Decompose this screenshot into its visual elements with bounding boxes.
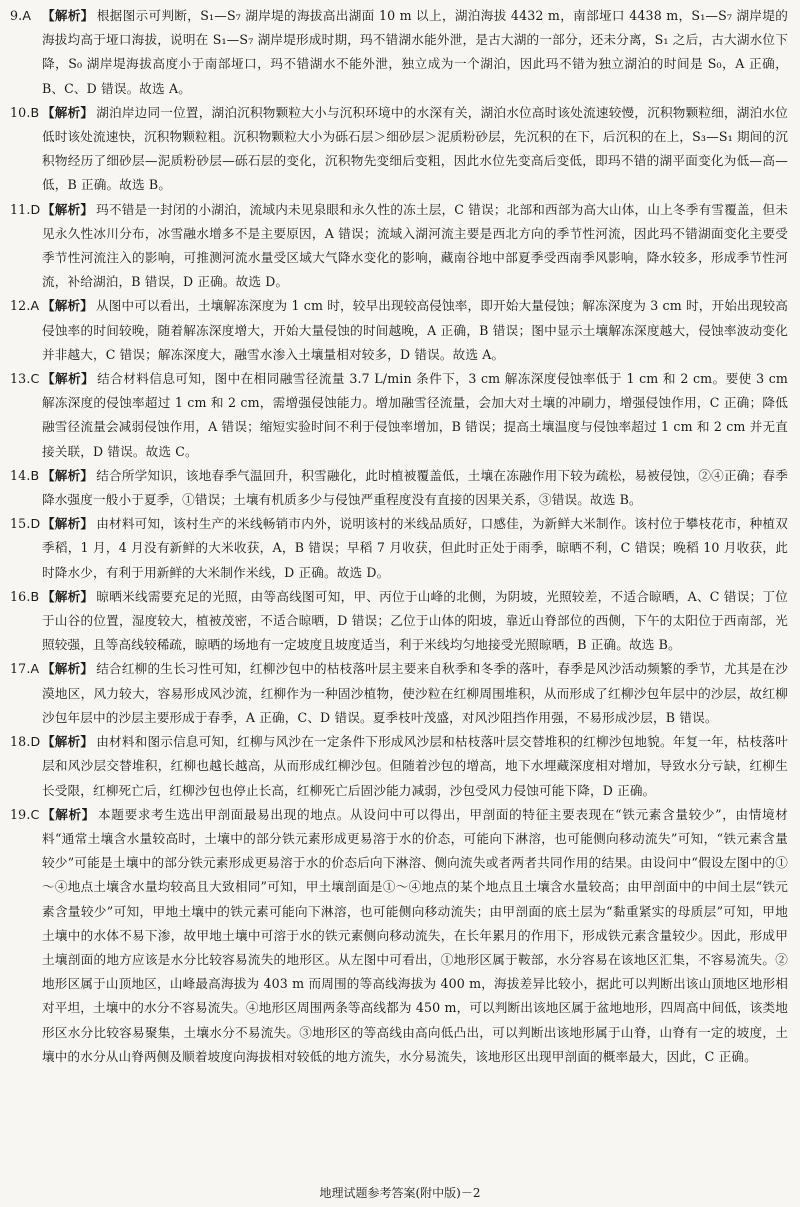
analysis-text: 湖泊岸边同一位置，湖泊沉积物颗粒大小与沉积环境中的水深有关，湖泊水位高时该处流速较慢，沉积物颗粒细，湖泊水位低时该处流速快，沉积物颗粒粗。沉积物颗粒大小为砾石层＞细砂层＞泥质粉砂层，先沉积的在下，后沉积的在上，S₃—S₁ 期间的沉积物经历了细砂层—泥质粉砂层—砾石层的变化，沉积物先变细后变粗，因此水位先变高后变低，即玛不错的湖平面变化为低—高—低，B 正确。故选 B。 (42, 104, 788, 193)
answer-choice: C (30, 806, 40, 822)
analysis-text: 结合材料信息可知，图中在相同融雪径流量 3.7 L/min 条件下，3 cm 解冻深度侵蚀率低于 1 cm 和 2 cm。要使 3 cm 解冻深度的侵蚀率超过 1 cm 和 2 cm，需增强侵蚀能力。增加融雪径流量，会加大对土壤的冲刷力，增强侵蚀作用，C 正确；降低融雪径流量会减弱侵蚀作用，A 错误；缩短实验时间不利于侵蚀率增加，B 错误；提高土壤温度与侵蚀率超过 1 cm 和 2 cm 并无直接关联，D 错误。故选 C。 (42, 371, 789, 459)
analysis-text: 从图中可以看出，土壤解冻深度为 1 cm 时，较早出现较高侵蚀率，即开始大量侵蚀；解冻深度为 3 cm 时，开始出现较高侵蚀率的时间较晚，随着解冻深度增大，开始大量侵蚀的时间越晚，A 正确，B 错误；图中显示土壤解冻深度越大，侵蚀率波动变化并非越大，C 错误；解冻深度大，融雪水渗入土壤量相对较多，D 错误。故选 A。 (42, 298, 788, 362)
analysis-text: 玛不错是一封闭的小湖泊，流域内未见泉眼和永久性的冻土层，C 错误；北部和西部为高大山体，山上冬季有雪覆盖，但未见永久性冰川分布，冰雪融水增多不是主要原因，A 错误；流域入湖河流主要是西北方向的季节性河流，因此玛不错湖面变化主要受季节性河流注入的影响，可推测河流水量受区域大气降水变化的影响，藏南谷地中部夏季受西南季风影响，降水较多，形成季节性河流，补给湖泊，B 错误，D 正确。故选 D。 (42, 201, 788, 290)
answer-choice: D (30, 734, 41, 750)
page-footer: 地理试题参考答案(附中版)－2 (319, 1186, 481, 1200)
analysis-text: 晾晒米线需要充足的光照，由等高线图可知，甲、丙位于山峰的北侧，为阴坡，光照较差，不适合晾晒，A、C 错误；丁位于山谷的位置，湿度较大，植被茂密，不适合晾晒，D 错误；乙位于山体的阳坡，靠近山脊部位的西侧，下午的太阳位于西南部，光照较强，且等高线较稀疏，晾晒的场地有一定坡度且坡度适当，利于米线均匀地接受光照晾晒，B 正确。故选 B。 (42, 588, 789, 653)
answer-item-9 (10, 4, 788, 101)
answer-choice: A (30, 661, 40, 677)
analysis-tag: 【解析】 (42, 104, 94, 120)
answer-choice: C (30, 371, 40, 387)
question-number: 10.B (10, 104, 40, 120)
answer-item-14 (10, 464, 788, 512)
answer-item-15 (10, 512, 788, 585)
analysis-text: 结合所学知识，该地春季气温回升，积雪融化，此时植被覆盖低，土壤在冻融作用下较为疏松，易被侵蚀，②④正确；春季降水强度一般小于夏季，①错误；土壤有机质多少与侵蚀严重程度没有直接的因果关系，③错误。故选 B。 (42, 467, 788, 508)
question-number: 14.B (10, 467, 40, 483)
question-number: 13.C (10, 371, 40, 387)
answer-item-12 (10, 294, 788, 367)
answer-item-11 (10, 198, 788, 295)
question-number: 18.D (10, 734, 41, 750)
question-number: 15.D (10, 516, 41, 532)
answer-choice: D (30, 201, 41, 217)
answer-item-19 (10, 803, 788, 1069)
answer-choice: A (22, 8, 32, 23)
answer-choice: B (30, 104, 40, 120)
analysis-tag: 【解析】 (42, 588, 94, 604)
analysis-tag: 【解析】 (42, 806, 96, 822)
answer-list (10, 4, 788, 1069)
question-number: 17.A (10, 661, 40, 677)
question-number: 11.D (10, 201, 41, 217)
analysis-text: 由材料和图示信息可知，红柳与风沙在一定条件下形成风沙层和枯枝落叶层交替堆积的红柳沙包地貌。年复一年，枯枝落叶层和风沙层交替堆积，红柳也越长越高，从而形成红柳沙包。但随着沙包的增高，地下水埋藏深度相对增加，导致水分亏缺，红柳生长受限，红柳死亡后，红柳沙包也停止长高，红柳死亡后固沙能力减弱，沙包受风力侵蚀可能下降，D 正确。 (42, 734, 788, 798)
analysis-tag: 【解析】 (42, 8, 94, 23)
answer-item-17 (10, 657, 788, 730)
answer-choice: A (30, 298, 40, 314)
analysis-text: 结合红柳的生长习性可知，红柳沙包中的枯枝落叶层主要来自秋季和冬季的落叶，春季是风沙活动频繁的季节，尤其是在沙漠地区，风力较大，容易形成风沙流，红柳作为一种固沙植物，使沙粒在红柳周围堆积，从而形成了红柳沙包年层中的沙层，故红柳沙包年层中的沙层主要形成于春季，A 正确，C、D 错误。夏季枝叶茂盛，对风沙阻挡作用强，不易形成沙层，B 错误。 (42, 661, 788, 725)
analysis-text: 由材料可知，该村生产的米线畅销市内外，说明该村的米线品质好，口感佳，为新鲜大米制作。该村位于攀枝花市，种植双季稻，1 月，4 月没有新鲜的大米收获，A，B 错误；早稻 7 月收获，但此时正处于雨季，晾晒不利，C 错误；晚稻 10 月收获，此时降水少，有利于用新鲜的大米制作米线，D 正确。故选 D。 (42, 516, 788, 580)
question-number: 19.C (10, 806, 40, 822)
analysis-tag: 【解析】 (42, 467, 94, 483)
analysis-text: 根据图示可判断，S₁—S₇ 湖岸堤的海拔高出湖面 10 m 以上，湖泊海拔 4432 m，南部垭口 4438 m，S₁—S₇ 湖岸堤的海拔均高于垭口海拔，说明在 S₁—S₇ 湖岸堤形成时期，玛不错湖水能外泄，是古大湖的一部分，还未分离，S₁ 之后，古大湖水位下降，S₀ 湖岸堤海拔高度小于南部垭口，玛不错湖水不能外泄，独立成为一个湖泊，因此玛不错为独立湖泊的时间是 S₀，A 正确，B、C、D 错误。故选 A。 (42, 8, 789, 96)
analysis-tag: 【解析】 (42, 298, 94, 314)
question-number: 12.A (10, 298, 40, 314)
analysis-tag: 【解析】 (42, 371, 95, 387)
analysis-tag: 【解析】 (42, 516, 94, 532)
answer-item-16 (10, 585, 788, 658)
answer-choice: B (30, 588, 40, 604)
answer-item-18 (10, 730, 788, 803)
analysis-tag: 【解析】 (42, 734, 94, 750)
answer-choice: B (30, 467, 40, 483)
answer-choice: D (30, 516, 41, 532)
answer-item-13 (10, 367, 788, 464)
question-number: 9.A (10, 8, 32, 23)
answer-item-10 (10, 101, 788, 198)
analysis-tag: 【解析】 (42, 201, 94, 217)
analysis-tag: 【解析】 (42, 661, 94, 677)
analysis-text: 本题要求考生选出甲剖面最易出现的地点。从设问中可以得出，甲剖面的特征主要表现在“铁元素含量较少”，由情境材料“通常土壤含水量较高时，土壤中的部分铁元素形成更易溶于水的价态，可能向下淋溶，也可能侧向移动流失”可知，“铁元素含量较少”可能是土壤中的部分铁元素形成更易溶于水的价态后向下淋溶、侧向流失或者两者共同作用的结果。由设问中“假设左图中的①～④地点土壤含水量均较高且大致相同”可知，甲土壤剖面是①～④地点的某个地点且土壤含水量较高；由甲剖面中的中间土层“铁元素含量较少”可知，甲地土壤中的铁元素可能向下淋溶，也可能侧向移动流失；由甲剖面的底土层为“黏重紧实的母质层”可知，甲地土壤中的水体不易下渗，故甲地土壤中可溶于水的铁元素侧向移动流失，在长年累月的作用下，形成铁元素含量较少。因此，形成甲土壤剖面的地方应该是水分比较容易流失的地形区。从左图中可看出，①地形区属于鞍部，水分容易在该地区汇集，不容易流失。②地形区属于山顶地区，山峰最高海拔为 403 m 而周围的等高线海拔为 400 m，海拔差异比较小，据此可以判断出该山顶地区地形相对平坦，土壤中的水分不容易流失。④地形区周围两条等高线都为 450 m，可以判断出该地区属于盆地地形，四周高中间低，该类地形区水分比较容易聚集，土壤水分不易流失。③地形区的等高线由高向低凸出，可以判断出该地形属于山脊，山脊有一定的坡度，土壤中的水分从山脊两侧及顺着坡度向海拔相对较低的地方流失，水分易流失，该地形区出现甲剖面的概率最大，因此，C 正确。 (42, 806, 788, 1064)
question-number: 16.B (10, 588, 40, 604)
